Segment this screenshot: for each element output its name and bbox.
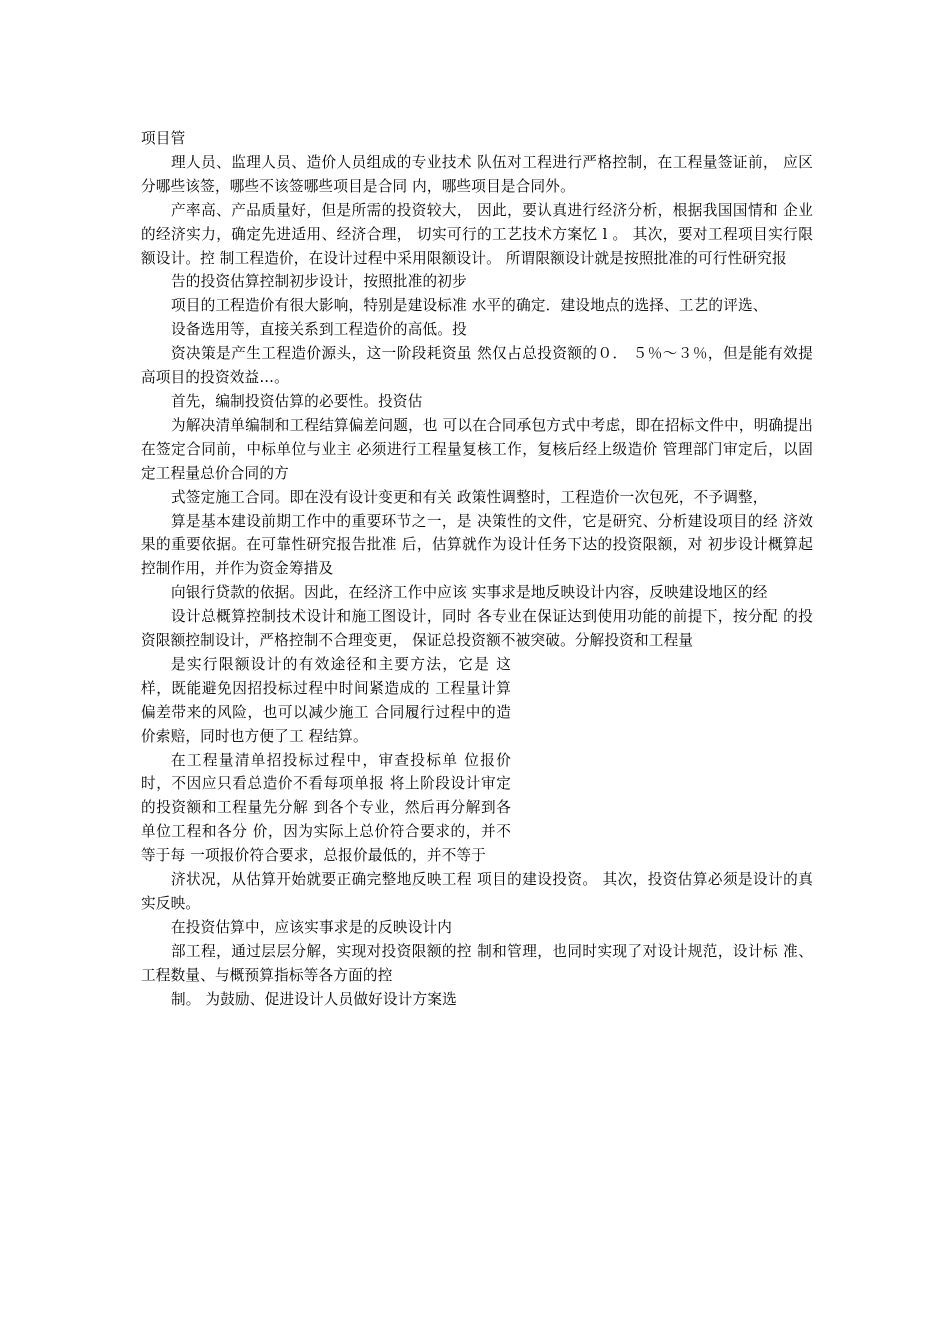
paragraph-14: 是实行限额设计的有效途径和主要方法，它是 这样，既能避免因招投标过程中时间紧造成的 工程量计算偏差带来的风险，也可以减少施工 合同履行过程中的造价索赔，同时也方便了工 程结算。 xyxy=(141,655,511,745)
paragraph-18: 部工程，通过层层分解，实现对投资限额的控 制和管理，也同时实现了对设计规范，设计标 准、工程数量、与概预算指标等各方面的控 xyxy=(141,942,813,984)
paragraph-13: 设计总概算控制技术设计和施工图设计，同时 各专业在保证达到使用功能的前提下，按分配 的投资限额控制设计，严格控制不合理变更， 保证总投资额不被突破。分解投资和工程量 xyxy=(141,608,813,650)
paragraph-3: 产率高、产品质量好，但是所需的投资较大， 因此，要认真进行经济分析，根据我国国情和 企业的经济实力，确定先进适用、经济合理， 切实可行的工艺技术方案忆 l 。 其次，要对工程项目实行限额设计。控 制工程造价，在设计过程中采用限额设计。 所谓限额设计就是按照批准的可行性研究报 xyxy=(141,201,813,267)
paragraph-2: 理人员、监理人员、造价人员组成的专业技术 队伍对工程进行严格控制，在工程量签证前， 应区分哪些该签，哪些不该签哪些项目是合同 内，哪些项目是合同外。 xyxy=(141,153,813,195)
paragraph-7: 资决策是产生工程造价源头，这一阶段耗资虽 然仅占总投资额的０． ５％～３％，但是能有效提 高项目的投资效益…。 xyxy=(141,345,813,387)
paragraph-17: 在投资估算中，应该实事求是的反映设计内 xyxy=(171,918,453,936)
paragraph-1: 项目管 xyxy=(141,130,186,147)
paragraph-11: 算是基本建设前期工作中的重要环节之一，是 决策性的文件，它是研究、分析建设项目的经 济效果的重要依据。在可靠性研究报告批准 后，估算就作为设计任务下达的投资限额，对 初步设计概算起控制作用，并作为资金筹措及 xyxy=(141,512,813,578)
paragraph-10: 式签定施工合同。即在没有设计变更和有关 政策性调整时，工程造价一次包死，不予调整， xyxy=(171,488,768,506)
paragraph-16: 济状况，从估算开始就要正确完整地反映工程 项目的建设投资。 其次，投资估算必须是设计的真实反映。 xyxy=(141,871,813,912)
paragraph-19: 制。 为鼓励、促进设计人员做好设计方案选 xyxy=(171,990,457,1008)
paragraph-6: 设备选用等，直接关系到工程造价的高低。投 xyxy=(171,321,467,339)
document-body xyxy=(141,127,813,1012)
paragraph-8: 首先，编制投资估算的必要性。投资估 xyxy=(171,392,423,410)
paragraph-4: 告的投资估算控制初步设计，按照批准的初步 xyxy=(171,273,467,291)
paragraph-12: 向银行贷款的依据。因此，在经济工作中应该 实事求是地反映设计内容，反映建设地区的经 xyxy=(171,584,768,602)
paragraph-5: 项目的工程造价有很大影响，特别是建设标准 水平的确定．建设地点的选择、工艺的评选、 xyxy=(171,297,768,315)
paragraph-9: 为解决清单编制和工程结算偏差问题，也 可以在合同承包方式中考虑，即在招标文件中，明确提出在签定合同前，中标单位与业主 必须进行工程量复核工作，复核后经上级造价 管理部门审定后，以固定工程量总价合同的方 xyxy=(141,416,813,482)
paragraph-15: 在工程量清单招投标过程中，审查投标单 位报价时，不因应只看总造价不看每项单报 将上阶段设计审定的投资额和工程量先分解 到各个专业，然后再分解到各单位工程和各分 价，因为实际上总价符合要求的，并不等于每 一项报价符合要求，总报价最低的，并不等于 xyxy=(141,751,511,865)
